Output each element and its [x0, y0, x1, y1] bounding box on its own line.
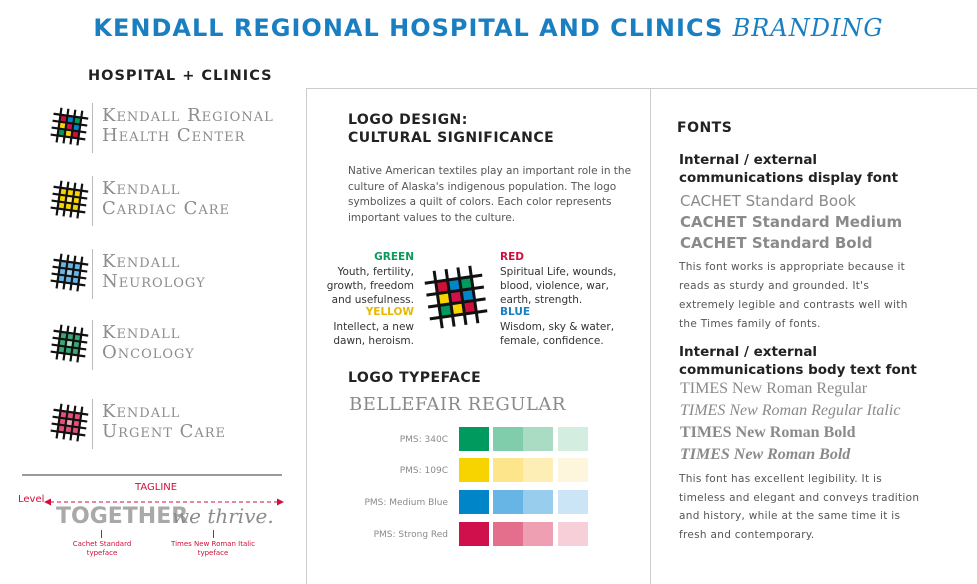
swatch	[493, 490, 523, 514]
body-font-heading: Internal / external communications body text font	[679, 344, 917, 378]
logo-divider	[92, 103, 93, 153]
logo-divider	[92, 176, 93, 226]
tagline-together: TOGETHER	[56, 504, 189, 529]
tagline-label: TAGLINE	[135, 482, 178, 493]
note-times: Times New Roman Italic typeface	[171, 540, 255, 557]
tagline-rule	[22, 474, 282, 476]
logo-divider	[92, 399, 93, 449]
times-bold-italic-sample: TIMES New Roman Bold	[680, 446, 851, 463]
swatch	[459, 458, 489, 482]
cachet-book-sample: CACHET Standard Book	[680, 192, 856, 210]
red-desc: Spiritual Life, wounds, blood, violence, war, earth, strength.	[500, 266, 617, 306]
page-title	[0, 14, 977, 42]
logo-neurology	[48, 249, 288, 303]
swatch	[558, 427, 588, 451]
swatch	[558, 522, 588, 546]
swatch	[523, 458, 553, 482]
tick-mark	[101, 530, 102, 538]
pms-label: PMS: Strong Red	[373, 530, 448, 540]
pms-label: PMS: 109C	[399, 466, 448, 476]
swatch	[558, 458, 588, 482]
swatch	[523, 490, 553, 514]
title-main: KENDALL REGIONAL HOSPITAL AND CLINICS	[93, 14, 724, 42]
swatch	[459, 522, 489, 546]
pms-label: PMS: 340C	[399, 435, 448, 445]
green-label: GREEN	[374, 251, 414, 263]
logo-name: Kendall Regional Health Center	[102, 105, 274, 146]
logo-oncology	[48, 320, 288, 374]
body-font-desc: This font has excellent legibility. It is timeless and elegant and conveys tradition and history, while at the same time it is fresh and contemporary.	[679, 473, 920, 541]
swatch	[493, 427, 523, 451]
tagline-we-thrive: we thrive.	[172, 504, 274, 528]
display-font-heading: Internal / external communications display font	[679, 152, 899, 186]
logo-name: Kendall Cardiac Care	[102, 178, 231, 219]
pms-label: PMS: Medium Blue	[364, 498, 448, 508]
logo-name: Kendall Oncology	[102, 322, 195, 363]
swatch	[558, 490, 588, 514]
logo-intro-text: Native American textiles play an important role in the culture of Alaska's indigenous population. The logo symbolizes a quilt of colors. Each color represents important values to the culture.	[348, 165, 632, 224]
blue-label: BLUE	[500, 306, 531, 318]
quilt-logo-yellow-icon	[48, 178, 90, 220]
swatch	[523, 427, 553, 451]
logo-typeface-heading: LOGO TYPEFACE	[348, 370, 482, 386]
times-bold-sample: TIMES New Roman Bold	[680, 424, 856, 441]
logo-divider	[92, 320, 93, 370]
times-regular-sample: TIMES New Roman Regular	[680, 380, 868, 397]
title-accent: BRANDING	[732, 14, 884, 42]
quilt-logo-large-icon	[421, 262, 491, 332]
swatch	[523, 522, 553, 546]
logo-cardiac-care	[48, 176, 288, 230]
note-cachet: Cachet Standard typeface	[72, 540, 132, 557]
logo-health-center	[48, 103, 288, 157]
red-label: RED	[500, 251, 524, 263]
swatch	[459, 427, 489, 451]
quilt-logo-green-icon	[48, 322, 90, 364]
swatch	[459, 490, 489, 514]
logo-urgent-care	[48, 399, 288, 453]
quilt-logo-multicolor-icon	[48, 105, 90, 147]
logo-name: Kendall Neurology	[102, 251, 206, 292]
typeface-name: BELLEFAIR REGULAR	[349, 394, 566, 415]
times-italic-sample: TIMES New Roman Regular Italic	[680, 402, 901, 419]
blue-desc: Wisdom, sky & water, female, confidence.	[500, 321, 615, 347]
hospital-clinics-heading: HOSPITAL + CLINICS	[88, 68, 273, 84]
cachet-medium-sample: CACHET Standard Medium	[680, 213, 903, 231]
logo-name: Kendall Urgent Care	[102, 401, 227, 442]
swatch	[493, 522, 523, 546]
fonts-heading: FONTS	[677, 120, 733, 136]
quilt-logo-pink-icon	[48, 401, 90, 443]
logo-divider	[92, 249, 93, 299]
green-desc: Youth, fertility, growth, freedom and usefulness.	[326, 266, 414, 306]
tick-mark	[213, 530, 214, 538]
swatch	[493, 458, 523, 482]
level-label: Level	[18, 494, 45, 505]
quilt-logo-blue-icon	[48, 251, 90, 293]
yellow-desc: Intellect, a new dawn, heroism.	[333, 321, 414, 347]
logo-design-heading: LOGO DESIGN: CULTURAL SIGNIFICANCE	[348, 112, 555, 146]
cachet-bold-sample: CACHET Standard Bold	[680, 234, 873, 252]
yellow-label: YELLOW	[365, 306, 414, 318]
display-font-desc: This font works is appropriate because it reads as sturdy and grounded. It's extremely legible and contrasts well with the Times family of fonts.	[679, 261, 908, 330]
